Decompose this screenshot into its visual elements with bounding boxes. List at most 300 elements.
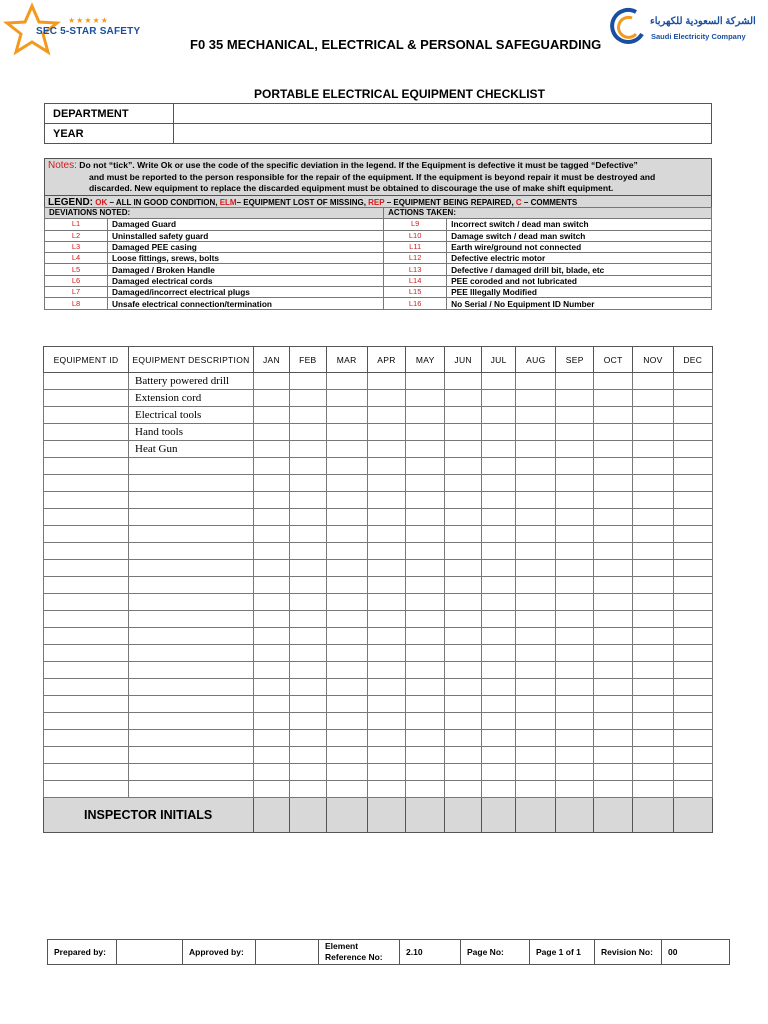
month-check-cell[interactable] (445, 628, 482, 645)
month-check-cell[interactable] (367, 373, 405, 390)
month-check-cell[interactable] (289, 594, 326, 611)
month-check-cell[interactable] (482, 458, 516, 475)
month-check-cell[interactable] (633, 730, 673, 747)
equipment-id-cell[interactable] (44, 662, 129, 679)
equipment-id-cell[interactable] (44, 645, 129, 662)
month-check-cell[interactable] (367, 390, 405, 407)
month-check-cell[interactable] (289, 713, 326, 730)
month-check-cell[interactable] (556, 475, 594, 492)
month-check-cell[interactable] (254, 407, 290, 424)
month-check-cell[interactable] (516, 526, 556, 543)
month-check-cell[interactable] (445, 526, 482, 543)
month-check-cell[interactable] (289, 441, 326, 458)
month-check-cell[interactable] (516, 424, 556, 441)
month-check-cell[interactable] (673, 526, 712, 543)
month-check-cell[interactable] (516, 764, 556, 781)
month-check-cell[interactable] (289, 492, 326, 509)
month-check-cell[interactable] (482, 764, 516, 781)
month-check-cell[interactable] (594, 645, 633, 662)
equipment-id-cell[interactable] (44, 747, 129, 764)
month-check-cell[interactable] (326, 560, 367, 577)
month-check-cell[interactable] (326, 611, 367, 628)
month-check-cell[interactable] (594, 475, 633, 492)
month-check-cell[interactable] (482, 373, 516, 390)
month-check-cell[interactable] (633, 747, 673, 764)
month-check-cell[interactable] (326, 424, 367, 441)
month-check-cell[interactable] (633, 424, 673, 441)
month-check-cell[interactable] (254, 696, 290, 713)
month-check-cell[interactable] (482, 781, 516, 798)
month-check-cell[interactable] (406, 611, 445, 628)
month-check-cell[interactable] (289, 611, 326, 628)
month-check-cell[interactable] (516, 407, 556, 424)
month-check-cell[interactable] (482, 526, 516, 543)
equipment-description-cell[interactable] (129, 560, 254, 577)
month-check-cell[interactable] (289, 730, 326, 747)
month-check-cell[interactable] (633, 662, 673, 679)
month-check-cell[interactable] (406, 441, 445, 458)
month-check-cell[interactable] (633, 628, 673, 645)
month-check-cell[interactable] (445, 662, 482, 679)
month-check-cell[interactable] (406, 747, 445, 764)
equipment-description-cell[interactable] (129, 526, 254, 543)
month-check-cell[interactable] (289, 458, 326, 475)
month-check-cell[interactable] (673, 679, 712, 696)
year-field[interactable] (174, 124, 712, 144)
month-check-cell[interactable] (633, 441, 673, 458)
equipment-id-cell[interactable] (44, 679, 129, 696)
month-check-cell[interactable] (673, 373, 712, 390)
month-check-cell[interactable] (594, 679, 633, 696)
month-check-cell[interactable] (445, 679, 482, 696)
month-check-cell[interactable] (556, 560, 594, 577)
month-check-cell[interactable] (516, 628, 556, 645)
equipment-id-cell[interactable] (44, 441, 129, 458)
month-check-cell[interactable] (633, 781, 673, 798)
equipment-id-cell[interactable] (44, 594, 129, 611)
month-check-cell[interactable] (445, 713, 482, 730)
month-check-cell[interactable] (326, 543, 367, 560)
month-check-cell[interactable] (482, 628, 516, 645)
month-check-cell[interactable] (516, 458, 556, 475)
equipment-description-cell[interactable] (129, 730, 254, 747)
month-check-cell[interactable] (289, 373, 326, 390)
month-check-cell[interactable] (594, 696, 633, 713)
month-check-cell[interactable] (633, 509, 673, 526)
month-check-cell[interactable] (516, 441, 556, 458)
month-check-cell[interactable] (516, 560, 556, 577)
month-check-cell[interactable] (482, 696, 516, 713)
equipment-description-cell[interactable] (129, 764, 254, 781)
month-check-cell[interactable] (367, 543, 405, 560)
inspector-initials-cell[interactable] (516, 798, 556, 833)
month-check-cell[interactable] (633, 543, 673, 560)
equipment-id-cell[interactable] (44, 764, 129, 781)
month-check-cell[interactable] (594, 373, 633, 390)
month-check-cell[interactable] (556, 662, 594, 679)
month-check-cell[interactable] (254, 594, 290, 611)
month-check-cell[interactable] (594, 390, 633, 407)
month-check-cell[interactable] (673, 764, 712, 781)
month-check-cell[interactable] (633, 373, 673, 390)
month-check-cell[interactable] (445, 424, 482, 441)
month-check-cell[interactable] (445, 390, 482, 407)
month-check-cell[interactable] (556, 441, 594, 458)
month-check-cell[interactable] (482, 662, 516, 679)
month-check-cell[interactable] (445, 764, 482, 781)
month-check-cell[interactable] (633, 679, 673, 696)
month-check-cell[interactable] (367, 662, 405, 679)
inspector-initials-cell[interactable] (445, 798, 482, 833)
month-check-cell[interactable] (445, 509, 482, 526)
month-check-cell[interactable] (406, 730, 445, 747)
month-check-cell[interactable] (445, 730, 482, 747)
month-check-cell[interactable] (482, 594, 516, 611)
month-check-cell[interactable] (673, 475, 712, 492)
equipment-id-cell[interactable] (44, 577, 129, 594)
month-check-cell[interactable] (406, 509, 445, 526)
month-check-cell[interactable] (254, 781, 290, 798)
month-check-cell[interactable] (556, 373, 594, 390)
month-check-cell[interactable] (482, 424, 516, 441)
month-check-cell[interactable] (367, 458, 405, 475)
equipment-id-cell[interactable] (44, 509, 129, 526)
month-check-cell[interactable] (254, 577, 290, 594)
month-check-cell[interactable] (254, 509, 290, 526)
month-check-cell[interactable] (673, 696, 712, 713)
month-check-cell[interactable] (326, 577, 367, 594)
month-check-cell[interactable] (406, 560, 445, 577)
equipment-description-cell[interactable]: Heat Gun (129, 441, 254, 458)
month-check-cell[interactable] (367, 730, 405, 747)
month-check-cell[interactable] (445, 373, 482, 390)
month-check-cell[interactable] (594, 424, 633, 441)
month-check-cell[interactable] (633, 645, 673, 662)
month-check-cell[interactable] (326, 475, 367, 492)
equipment-description-cell[interactable] (129, 628, 254, 645)
month-check-cell[interactable] (406, 713, 445, 730)
month-check-cell[interactable] (516, 679, 556, 696)
month-check-cell[interactable] (482, 645, 516, 662)
month-check-cell[interactable] (673, 407, 712, 424)
equipment-description-cell[interactable] (129, 492, 254, 509)
month-check-cell[interactable] (482, 543, 516, 560)
month-check-cell[interactable] (633, 492, 673, 509)
month-check-cell[interactable] (516, 696, 556, 713)
month-check-cell[interactable] (516, 747, 556, 764)
month-check-cell[interactable] (326, 407, 367, 424)
month-check-cell[interactable] (673, 781, 712, 798)
month-check-cell[interactable] (445, 441, 482, 458)
month-check-cell[interactable] (673, 424, 712, 441)
month-check-cell[interactable] (673, 730, 712, 747)
month-check-cell[interactable] (326, 390, 367, 407)
equipment-id-cell[interactable] (44, 475, 129, 492)
month-check-cell[interactable] (633, 560, 673, 577)
month-check-cell[interactable] (406, 543, 445, 560)
approved-by-field[interactable] (256, 940, 319, 965)
month-check-cell[interactable] (673, 594, 712, 611)
month-check-cell[interactable] (556, 747, 594, 764)
month-check-cell[interactable] (516, 781, 556, 798)
month-check-cell[interactable] (673, 747, 712, 764)
month-check-cell[interactable] (367, 475, 405, 492)
equipment-id-cell[interactable] (44, 458, 129, 475)
month-check-cell[interactable] (516, 713, 556, 730)
month-check-cell[interactable] (482, 407, 516, 424)
month-check-cell[interactable] (673, 390, 712, 407)
month-check-cell[interactable] (594, 492, 633, 509)
month-check-cell[interactable] (289, 781, 326, 798)
month-check-cell[interactable] (289, 662, 326, 679)
equipment-description-cell[interactable] (129, 781, 254, 798)
month-check-cell[interactable] (556, 628, 594, 645)
month-check-cell[interactable] (445, 407, 482, 424)
month-check-cell[interactable] (254, 441, 290, 458)
inspector-initials-cell[interactable] (633, 798, 673, 833)
month-check-cell[interactable] (326, 696, 367, 713)
month-check-cell[interactable] (289, 628, 326, 645)
equipment-id-cell[interactable] (44, 611, 129, 628)
month-check-cell[interactable] (633, 713, 673, 730)
month-check-cell[interactable] (482, 475, 516, 492)
equipment-description-cell[interactable] (129, 679, 254, 696)
equipment-id-cell[interactable] (44, 713, 129, 730)
month-check-cell[interactable] (367, 441, 405, 458)
month-check-cell[interactable] (482, 679, 516, 696)
equipment-description-cell[interactable]: Hand tools (129, 424, 254, 441)
month-check-cell[interactable] (594, 543, 633, 560)
month-check-cell[interactable] (406, 407, 445, 424)
month-check-cell[interactable] (516, 543, 556, 560)
month-check-cell[interactable] (482, 390, 516, 407)
month-check-cell[interactable] (445, 577, 482, 594)
month-check-cell[interactable] (367, 696, 405, 713)
month-check-cell[interactable] (254, 713, 290, 730)
month-check-cell[interactable] (406, 662, 445, 679)
equipment-description-cell[interactable] (129, 458, 254, 475)
month-check-cell[interactable] (594, 747, 633, 764)
month-check-cell[interactable] (367, 645, 405, 662)
equipment-id-cell[interactable] (44, 373, 129, 390)
month-check-cell[interactable] (556, 526, 594, 543)
equipment-description-cell[interactable]: Extension cord (129, 390, 254, 407)
month-check-cell[interactable] (406, 679, 445, 696)
month-check-cell[interactable] (673, 611, 712, 628)
month-check-cell[interactable] (633, 526, 673, 543)
month-check-cell[interactable] (673, 713, 712, 730)
inspector-initials-cell[interactable] (594, 798, 633, 833)
month-check-cell[interactable] (254, 679, 290, 696)
month-check-cell[interactable] (445, 475, 482, 492)
month-check-cell[interactable] (367, 560, 405, 577)
equipment-id-cell[interactable] (44, 407, 129, 424)
month-check-cell[interactable] (482, 730, 516, 747)
month-check-cell[interactable] (633, 390, 673, 407)
equipment-id-cell[interactable] (44, 781, 129, 798)
month-check-cell[interactable] (516, 645, 556, 662)
inspector-initials-cell[interactable] (326, 798, 367, 833)
month-check-cell[interactable] (556, 509, 594, 526)
month-check-cell[interactable] (254, 662, 290, 679)
equipment-description-cell[interactable]: Battery powered drill (129, 373, 254, 390)
month-check-cell[interactable] (633, 407, 673, 424)
equipment-description-cell[interactable] (129, 611, 254, 628)
month-check-cell[interactable] (673, 628, 712, 645)
equipment-id-cell[interactable] (44, 560, 129, 577)
month-check-cell[interactable] (482, 492, 516, 509)
month-check-cell[interactable] (594, 781, 633, 798)
month-check-cell[interactable] (445, 492, 482, 509)
month-check-cell[interactable] (367, 713, 405, 730)
month-check-cell[interactable] (445, 747, 482, 764)
month-check-cell[interactable] (556, 390, 594, 407)
month-check-cell[interactable] (367, 526, 405, 543)
month-check-cell[interactable] (556, 492, 594, 509)
month-check-cell[interactable] (289, 509, 326, 526)
month-check-cell[interactable] (406, 424, 445, 441)
month-check-cell[interactable] (326, 628, 367, 645)
month-check-cell[interactable] (594, 407, 633, 424)
month-check-cell[interactable] (254, 560, 290, 577)
month-check-cell[interactable] (556, 679, 594, 696)
month-check-cell[interactable] (673, 560, 712, 577)
month-check-cell[interactable] (556, 577, 594, 594)
month-check-cell[interactable] (445, 611, 482, 628)
month-check-cell[interactable] (516, 662, 556, 679)
month-check-cell[interactable] (516, 730, 556, 747)
month-check-cell[interactable] (594, 628, 633, 645)
month-check-cell[interactable] (367, 628, 405, 645)
month-check-cell[interactable] (326, 492, 367, 509)
month-check-cell[interactable] (289, 407, 326, 424)
equipment-id-cell[interactable] (44, 628, 129, 645)
month-check-cell[interactable] (673, 458, 712, 475)
month-check-cell[interactable] (673, 441, 712, 458)
inspector-initials-cell[interactable] (406, 798, 445, 833)
month-check-cell[interactable] (326, 764, 367, 781)
month-check-cell[interactable] (326, 679, 367, 696)
month-check-cell[interactable] (254, 730, 290, 747)
month-check-cell[interactable] (254, 526, 290, 543)
month-check-cell[interactable] (556, 594, 594, 611)
month-check-cell[interactable] (556, 611, 594, 628)
equipment-id-cell[interactable] (44, 543, 129, 560)
month-check-cell[interactable] (516, 509, 556, 526)
month-check-cell[interactable] (367, 781, 405, 798)
month-check-cell[interactable] (289, 645, 326, 662)
month-check-cell[interactable] (482, 560, 516, 577)
month-check-cell[interactable] (594, 594, 633, 611)
month-check-cell[interactable] (289, 747, 326, 764)
month-check-cell[interactable] (326, 730, 367, 747)
month-check-cell[interactable] (445, 560, 482, 577)
department-field[interactable] (174, 104, 712, 124)
equipment-id-cell[interactable] (44, 696, 129, 713)
month-check-cell[interactable] (556, 713, 594, 730)
month-check-cell[interactable] (326, 747, 367, 764)
month-check-cell[interactable] (254, 543, 290, 560)
month-check-cell[interactable] (367, 679, 405, 696)
month-check-cell[interactable] (556, 645, 594, 662)
month-check-cell[interactable] (445, 458, 482, 475)
inspector-initials-cell[interactable] (482, 798, 516, 833)
month-check-cell[interactable] (633, 577, 673, 594)
month-check-cell[interactable] (289, 696, 326, 713)
month-check-cell[interactable] (556, 730, 594, 747)
equipment-description-cell[interactable] (129, 713, 254, 730)
month-check-cell[interactable] (254, 492, 290, 509)
month-check-cell[interactable] (367, 577, 405, 594)
month-check-cell[interactable] (516, 594, 556, 611)
month-check-cell[interactable] (326, 441, 367, 458)
equipment-description-cell[interactable] (129, 645, 254, 662)
month-check-cell[interactable] (289, 390, 326, 407)
equipment-id-cell[interactable] (44, 730, 129, 747)
month-check-cell[interactable] (326, 713, 367, 730)
month-check-cell[interactable] (482, 713, 516, 730)
month-check-cell[interactable] (633, 611, 673, 628)
month-check-cell[interactable] (594, 577, 633, 594)
month-check-cell[interactable] (406, 577, 445, 594)
month-check-cell[interactable] (516, 611, 556, 628)
month-check-cell[interactable] (594, 509, 633, 526)
month-check-cell[interactable] (326, 781, 367, 798)
month-check-cell[interactable] (556, 543, 594, 560)
month-check-cell[interactable] (326, 509, 367, 526)
month-check-cell[interactable] (406, 696, 445, 713)
month-check-cell[interactable] (482, 577, 516, 594)
month-check-cell[interactable] (254, 373, 290, 390)
month-check-cell[interactable] (633, 475, 673, 492)
month-check-cell[interactable] (289, 475, 326, 492)
month-check-cell[interactable] (326, 526, 367, 543)
month-check-cell[interactable] (482, 441, 516, 458)
month-check-cell[interactable] (516, 492, 556, 509)
month-check-cell[interactable] (673, 492, 712, 509)
month-check-cell[interactable] (556, 696, 594, 713)
month-check-cell[interactable] (289, 560, 326, 577)
equipment-id-cell[interactable] (44, 526, 129, 543)
month-check-cell[interactable] (289, 543, 326, 560)
month-check-cell[interactable] (326, 458, 367, 475)
equipment-description-cell[interactable] (129, 577, 254, 594)
month-check-cell[interactable] (367, 492, 405, 509)
equipment-id-cell[interactable] (44, 492, 129, 509)
month-check-cell[interactable] (633, 696, 673, 713)
month-check-cell[interactable] (326, 373, 367, 390)
month-check-cell[interactable] (289, 577, 326, 594)
month-check-cell[interactable] (406, 628, 445, 645)
equipment-id-cell[interactable] (44, 390, 129, 407)
month-check-cell[interactable] (633, 764, 673, 781)
equipment-description-cell[interactable] (129, 662, 254, 679)
month-check-cell[interactable] (254, 475, 290, 492)
equipment-description-cell[interactable] (129, 594, 254, 611)
month-check-cell[interactable] (673, 509, 712, 526)
month-check-cell[interactable] (254, 628, 290, 645)
month-check-cell[interactable] (406, 390, 445, 407)
month-check-cell[interactable] (367, 764, 405, 781)
month-check-cell[interactable] (594, 611, 633, 628)
equipment-description-cell[interactable] (129, 696, 254, 713)
month-check-cell[interactable] (556, 764, 594, 781)
month-check-cell[interactable] (633, 594, 673, 611)
month-check-cell[interactable] (406, 764, 445, 781)
inspector-initials-cell[interactable] (254, 798, 290, 833)
month-check-cell[interactable] (516, 373, 556, 390)
month-check-cell[interactable] (594, 662, 633, 679)
